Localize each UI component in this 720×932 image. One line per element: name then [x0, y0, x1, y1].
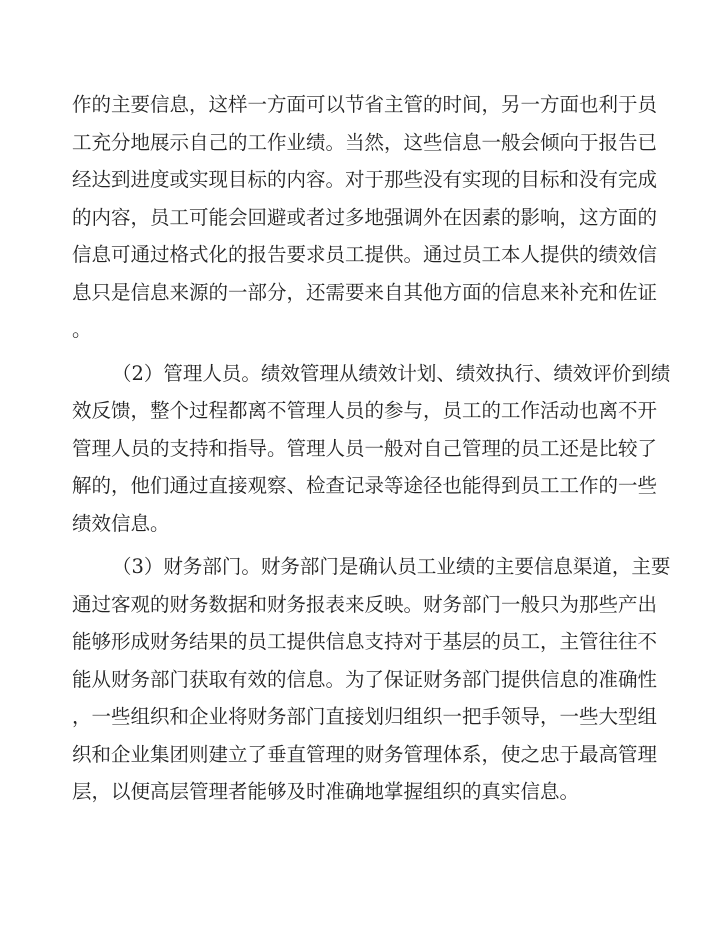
text-line: 能够形成财务结果的员工提供信息支持对于基层的员工，主管往往不	[72, 630, 658, 653]
text-line: 通过客观的财务数据和财务报表来反映。财务部门一般只为那些产出	[72, 592, 658, 616]
text-line: 效反馈，整个过程都离不管理人员的参与，员工的工作活动也离不开	[72, 399, 658, 422]
text-line: 能从财务部门获取有效的信息。为了保证财务部门提供信息的准确性	[72, 667, 658, 691]
text-line: 管理人员的支持和指导。管理人员一般对自己管理的员工还是比较了	[72, 436, 658, 460]
text-line: 工充分地展示自己的工作业绩。当然，这些信息一般会倾向于报告已	[72, 130, 658, 154]
text-line: 层，以便高层管理者能够及时准确地掌握组织的真实信息。	[72, 780, 580, 803]
paragraph-finance	[72, 548, 671, 811]
paragraph-managers	[72, 355, 671, 543]
paragraph-employee-info	[72, 86, 658, 349]
text-line: 作的主要信息，这样一方面可以节省主管的时间，另一方面也利于员	[72, 93, 658, 116]
text-line: （2）管理人员。绩效管理从绩效计划、绩效执行、绩效评价到绩	[112, 361, 671, 385]
text-line: 。	[72, 318, 92, 341]
text-line: ，一些组织和企业将财务部门直接划归组织一把手领导，一些大型组	[72, 705, 658, 728]
text-line: 绩效信息。	[72, 511, 170, 535]
text-line: 解的，他们通过直接观察、检查记录等途径也能得到员工工作的一些	[72, 474, 658, 497]
text-line: 的内容，员工可能会回避或者过多地强调外在因素的影响，这方面的	[72, 205, 658, 229]
text-line: 息只是信息来源的一部分，还需要来自其他方面的信息来补充和佐证	[72, 280, 658, 304]
text-line: （3）财务部门。财务部门是确认员工业绩的主要信息渠道，主要	[112, 555, 671, 578]
text-line: 织和企业集团则建立了垂直管理的财务管理体系，使之忠于最高管理	[72, 742, 658, 766]
document-body	[72, 86, 671, 811]
text-line: 信息可通过格式化的报告要求员工提供。通过员工本人提供的绩效信	[72, 243, 658, 266]
text-line: 经达到进度或实现目标的内容。对于那些没有实现的目标和没有完成	[72, 168, 658, 191]
